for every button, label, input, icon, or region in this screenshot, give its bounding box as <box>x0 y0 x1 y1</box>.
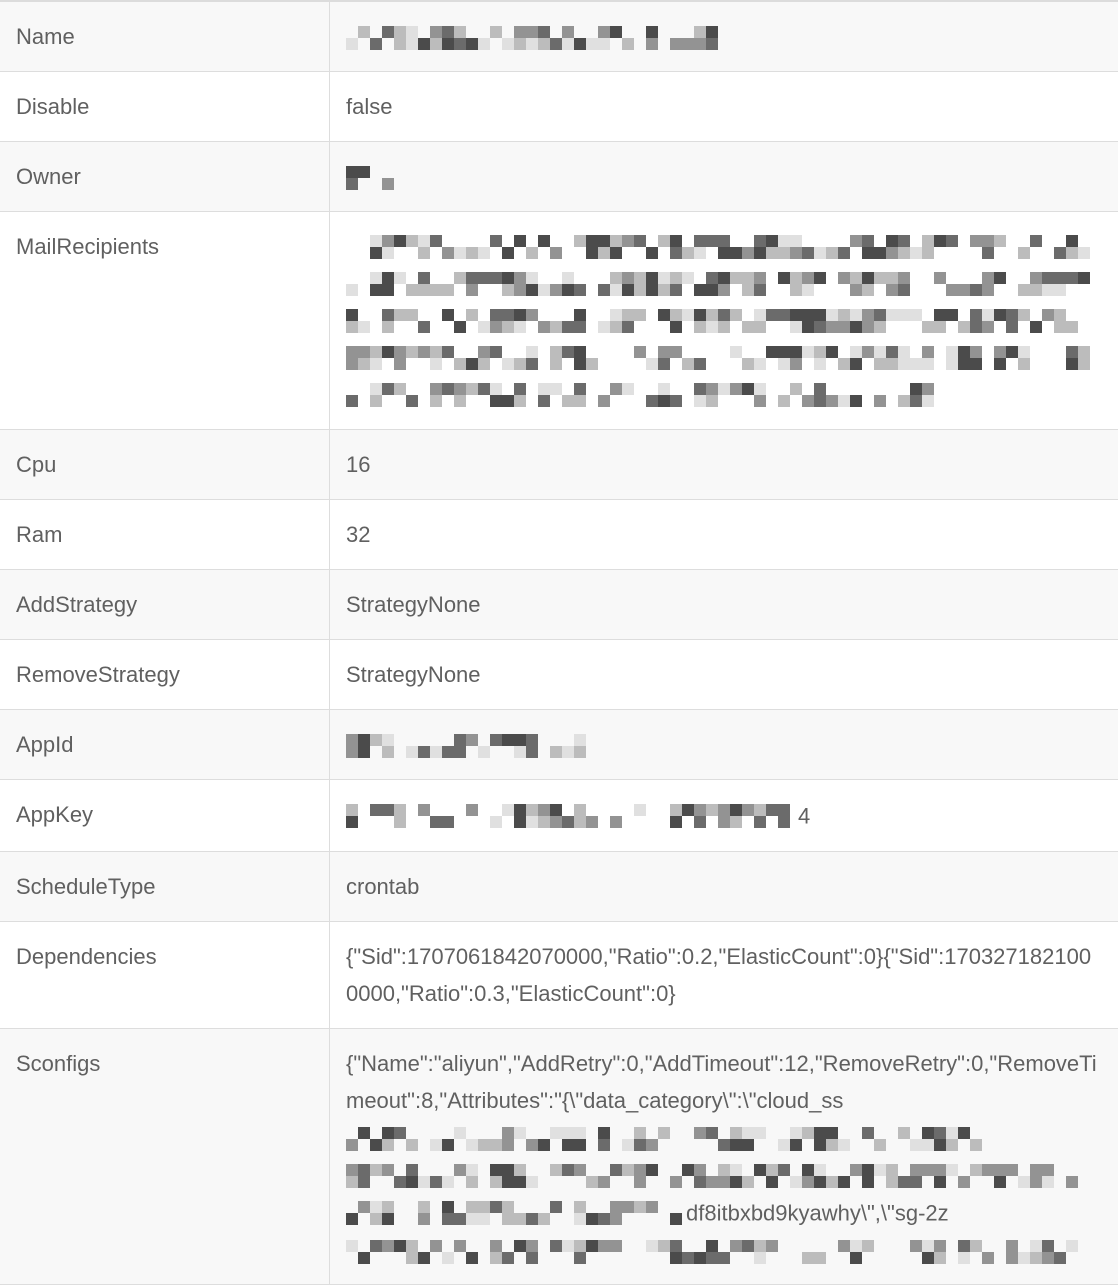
row-label: RemoveStrategy <box>0 640 330 709</box>
table-row-disable <box>0 72 1118 142</box>
table-row-cpu <box>0 430 1118 500</box>
row-value <box>330 1029 1118 1285</box>
table-row-mailrecipients <box>0 212 1118 430</box>
value-fragment: df8itbxbd9kyawhy\",\"sg-2z <box>686 1200 949 1226</box>
table-row-appid <box>0 710 1118 780</box>
table-row-addstrategy <box>0 570 1118 640</box>
table-row-ram <box>0 500 1118 570</box>
value-fragment: 4 <box>798 803 811 829</box>
row-label: ScheduleType <box>0 852 330 921</box>
redacted-value <box>346 166 404 190</box>
table-row-sconfigs <box>0 1029 1118 1285</box>
row-value: StrategyNone <box>346 662 481 687</box>
redacted-value <box>346 1201 686 1225</box>
row-label: Dependencies <box>0 922 330 1028</box>
table-row-removestrategy <box>0 640 1118 710</box>
redacted-value <box>346 26 736 50</box>
row-label: Cpu <box>0 430 330 499</box>
value-text: {"Name":"aliyun","AddRetry":0,"AddTimeout":12,"RemoveRetry":0,"RemoveTimeout":8,"Attributes":"{\"data_category\":\"cloud_ss <box>346 1050 1097 1113</box>
row-value: {"Sid":1707061842070000,"Ratio":0.2,"ElasticCount":0}{"Sid":1703271821000000,"Ratio":0.3,"ElasticCount":0} <box>346 943 1092 1006</box>
row-value <box>330 142 1118 211</box>
row-value: false <box>346 94 393 119</box>
row-label: Ram <box>0 500 330 569</box>
row-label: AppKey <box>0 780 330 851</box>
row-label: MailRecipients <box>0 212 330 429</box>
redacted-value <box>346 309 1084 333</box>
row-value: 16 <box>346 452 371 477</box>
redacted-value <box>346 1127 986 1151</box>
table-row-owner <box>0 142 1118 212</box>
table-row-dependencies <box>0 922 1118 1029</box>
row-value <box>330 710 1118 779</box>
row-label: Owner <box>0 142 330 211</box>
row-label: Disable <box>0 72 330 141</box>
redacted-value <box>346 272 1098 296</box>
row-value: StrategyNone <box>346 592 481 617</box>
redacted-value <box>346 346 1094 370</box>
redacted-value <box>346 1164 1088 1188</box>
row-label: Name <box>0 2 330 71</box>
row-label: Sconfigs <box>0 1029 330 1285</box>
redacted-value <box>346 383 954 407</box>
row-value <box>330 780 1118 851</box>
row-value: crontab <box>346 873 420 899</box>
row-label: AppId <box>0 710 330 779</box>
redacted-value <box>346 804 798 828</box>
redacted-value <box>346 235 1101 259</box>
redacted-value <box>346 734 591 758</box>
table-row-appkey <box>0 780 1118 852</box>
row-label: AddStrategy <box>0 570 330 639</box>
row-value <box>330 2 1118 71</box>
table-row-name <box>0 2 1118 72</box>
table-row-scheduletype <box>0 852 1118 922</box>
row-value <box>330 212 1118 429</box>
row-value: 32 <box>346 522 371 547</box>
